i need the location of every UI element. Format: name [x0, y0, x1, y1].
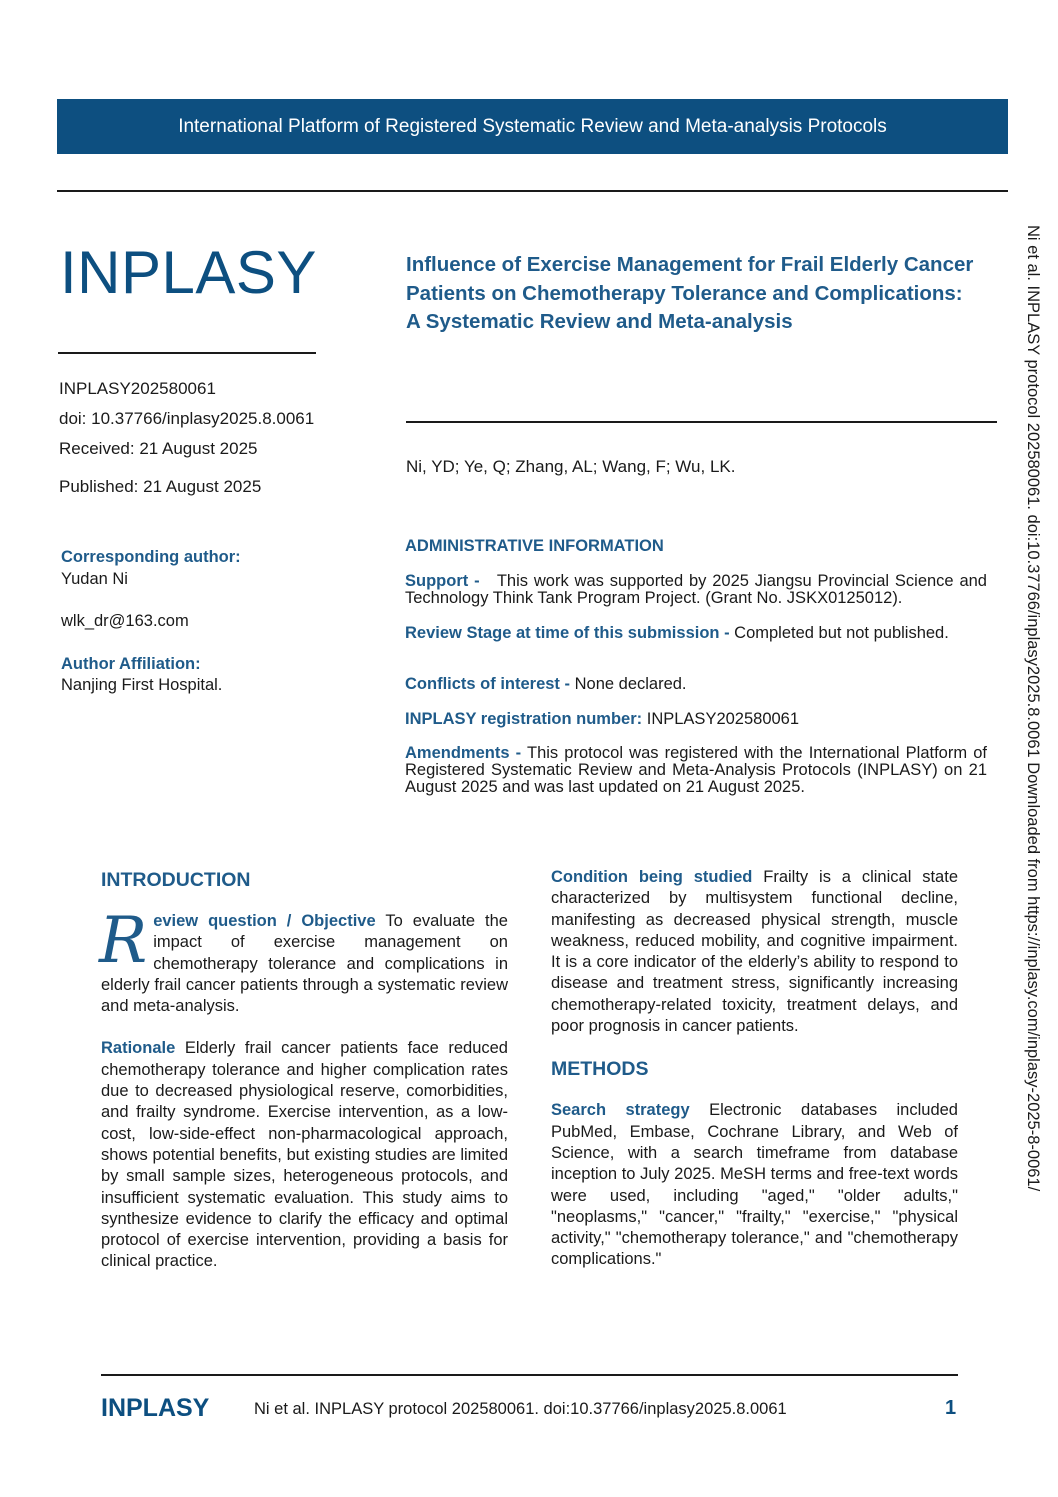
body-right-column [551, 867, 958, 1271]
review-question-text: To evaluate the impact of exercise management on chemotherapy tolerance and complications in elderly frail cancer patients through a systematic review and meta-analysis. [101, 912, 508, 1016]
corresponding-author-label: Corresponding author: [61, 548, 241, 566]
footer-brand: INPLASY [101, 1394, 210, 1422]
admin-conflicts [405, 676, 987, 693]
published-date: Published: 21 August 2025 [59, 477, 262, 496]
rationale-paragraph [101, 1038, 508, 1272]
condition-paragraph [551, 867, 958, 1037]
admin-amendments [405, 745, 987, 796]
brand-divider [58, 352, 316, 354]
registration-id: INPLASY202580061 [59, 379, 216, 398]
page-number: 1 [945, 1397, 957, 1419]
corresponding-author-name: Yudan Ni [61, 570, 128, 588]
conflicts-label: Conflicts of interest - [405, 675, 571, 693]
footer-divider [101, 1374, 958, 1376]
footer-citation: Ni et al. INPLASY protocol 202580061. doi:10.37766/inplasy2025.8.0061 [254, 1400, 787, 1418]
admin-review-stage [405, 625, 987, 642]
rationale-text: Elderly frail cancer patients face reduced chemotherapy tolerance and higher complication rates due to decreased physiological reserve, comorbidities, and frailty syndrome. Exercise intervention, as a low-cost, low-side-effect non-pharmacological approach, shows potential benefits, but existing studies are limited by small sample sizes, heterogeneous protocols, and insufficient systematic evaluation. This study aims to synthesize evidence to clarify the efficacy and optimal protocol of exercise intervention, providing a basis for clinical practice. [101, 1039, 508, 1271]
body-left-column [101, 868, 508, 1273]
brand-logo-text: INPLASY [60, 239, 317, 306]
affiliation-name: Nanjing First Hospital. [61, 676, 223, 694]
amendments-text: This protocol was registered with the International Platform of Registered Systematic Review and Meta-Analysis Protocols (INPLASY) on 21 August 2025 and was last updated on 21 August 2025. [405, 744, 987, 796]
doi-line: doi: 10.37766/inplasy2025.8.0061 [59, 409, 315, 428]
condition-text: Frailty is a clinical state characterized by multisystem functional decline, manifesting as decreased physical strength, muscle weakness, reduced mobility, and cognitive impairment. It is a core indicator of the elderly’s ability to respond to disease and treatment stress, significantly increasing chemotherapy-related toxicity, treatment delays, and poor prognosis in cancer patients. [551, 868, 958, 1036]
registration-number-text: INPLASY202580061 [646, 710, 800, 728]
admin-heading-text: ADMINISTRATIVE INFORMATION [405, 537, 664, 555]
top-divider [57, 190, 1008, 192]
admin-heading [405, 538, 987, 555]
amendments-label: Amendments - [405, 744, 522, 762]
review-stage-text: Completed but not published. [734, 624, 949, 642]
received-date: Received: 21 August 2025 [59, 439, 258, 458]
support-text: This work was supported by 2025 Jiangsu Provincial Science and Technology Think Tank Program Project. (Grant No. JSKX0125012). [405, 572, 987, 607]
review-stage-label: Review Stage at time of this submission - [405, 624, 730, 642]
paper-title: Influence of Exercise Management for Frail Elderly Cancer Patients on Chemotherapy Tolerance and Complications: A Systematic Review and Meta-analysis [406, 253, 974, 333]
search-strategy-label: Search strategy [551, 1101, 690, 1120]
dropcap-letter: R [99, 904, 148, 978]
condition-label: Condition being studied [551, 868, 753, 886]
registration-number-label: INPLASY registration number: [405, 710, 643, 728]
search-strategy-paragraph [551, 1100, 958, 1270]
header-banner [57, 99, 1008, 154]
corresponding-author-email[interactable]: wlk_dr@163.com [61, 612, 189, 630]
author-list: Ni, YD; Ye, Q; Zhang, AL; Wang, F; Wu, LK. [406, 457, 736, 476]
title-divider [406, 421, 997, 423]
introduction-heading: INTRODUCTION [101, 869, 251, 891]
admin-support [405, 573, 987, 607]
admin-registration-number [405, 711, 987, 728]
affiliation-label: Author Affiliation: [61, 655, 201, 673]
banner-text: International Platform of Registered Systematic Review and Meta-analysis Protocols [178, 115, 887, 137]
vertical-citation-note: Ni et al. INPLASY protocol 202580061. doi:10.37766/inplasy2025.8.0061 Downloaded from https://inplasy.com/inplasy-2025-8-0061/ [1024, 225, 1042, 1192]
review-question-paragraph [99, 904, 508, 1017]
review-question-label: eview question / Objective [153, 912, 376, 930]
search-strategy-text: Electronic databases included PubMed, Embase, Cochrane Library, and Web of Science, with a search timeframe from database inception to July 2025. MeSH terms and free-text words were used, including "aged," "older adults," "neoplasms," "cancer," "frailty," "exercise," "physical activity," "chemotherapy tolerance," and "chemotherapy complications." [551, 1101, 958, 1269]
support-label: Support - [405, 572, 480, 590]
rationale-label: Rationale [101, 1039, 176, 1058]
conflicts-text: None declared. [574, 675, 687, 693]
methods-heading: METHODS [551, 1058, 649, 1081]
